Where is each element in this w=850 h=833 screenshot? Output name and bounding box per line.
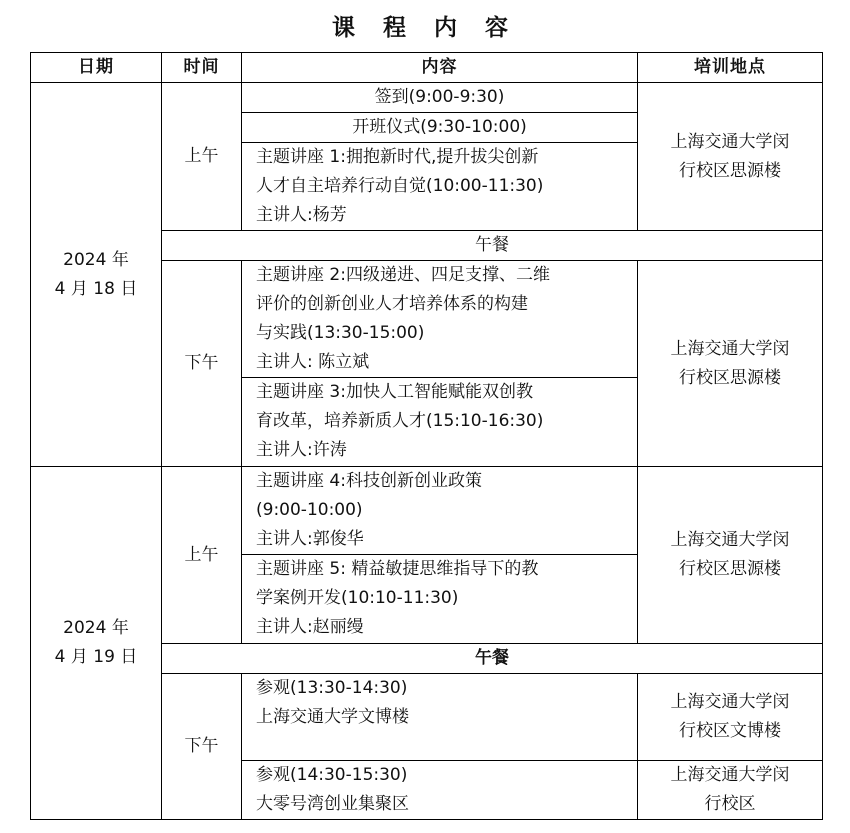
schedule-table: [30, 52, 823, 820]
session-opening: 开班仪式(9:30-10:00): [242, 113, 638, 143]
location-line: 行校区: [704, 794, 756, 814]
location-line: 上海交通大学闵: [670, 131, 790, 152]
table-row: [31, 83, 823, 113]
session-line: 参观(14:30-15:30): [256, 765, 408, 785]
location-cell: [638, 674, 823, 761]
session-line: 育改革，培养新质人才(15:10-16:30): [256, 411, 544, 431]
date-cell-day2: [31, 467, 162, 820]
session-line: 上海交通大学文博楼: [256, 707, 409, 727]
session-line: 主题讲座 2:四级递进、四足支撑、二维: [256, 265, 550, 285]
session-line: 主题讲座 4:科技创新创业政策: [256, 471, 482, 491]
date-month-day: 4 月 19 日: [54, 647, 138, 667]
session-signin: 签到(9:00-9:30): [242, 83, 638, 113]
header-time: 时间: [162, 53, 242, 83]
session-line: 学案例开发(10:10-11:30): [256, 588, 459, 608]
speaker: 主讲人:赵丽缦: [256, 617, 364, 637]
location-line: 行校区思源楼: [679, 559, 781, 579]
location-cell: [638, 761, 823, 820]
location-cell: [638, 261, 823, 467]
session-lecture4: [242, 467, 638, 555]
speaker: 主讲人:杨芳: [256, 205, 347, 225]
location-line: 上海交通大学闵: [670, 692, 790, 712]
header-location: 培训地点: [638, 53, 823, 83]
location-line: 上海交通大学闵: [670, 765, 790, 785]
session-visit2: [242, 761, 638, 820]
location-line: 行校区思源楼: [679, 160, 781, 181]
speaker: 主讲人: 陈立斌: [256, 352, 370, 372]
session-lecture2: [242, 261, 638, 378]
period-cell: 上午: [162, 467, 242, 644]
session-line: 评价的创新创业人才培养体系的构建: [256, 294, 528, 314]
header-date: 日期: [31, 53, 162, 83]
date-cell-day1: [31, 83, 162, 467]
session-visit1: [242, 674, 638, 761]
location-line: 上海交通大学闵: [670, 530, 790, 550]
date-year: 2024 年: [63, 618, 129, 638]
location-cell: [638, 467, 823, 644]
session-lecture3: [242, 378, 638, 467]
speaker: 主讲人:许涛: [256, 440, 347, 460]
session-line: 主题讲座 1:拥抱新时代,提升拔尖创新: [256, 147, 539, 167]
date-year: 2024 年: [63, 249, 129, 270]
session-line: 与实践(13:30-15:00): [256, 323, 425, 343]
location-line: 行校区文博楼: [679, 721, 781, 741]
session-line: 人才自主培养行动自觉(10:00-11:30): [256, 176, 544, 196]
session-line: 主题讲座 3:加快人工智能赋能双创教: [256, 382, 533, 402]
period-cell: 上午: [162, 83, 242, 231]
speaker: 主讲人:郭俊华: [256, 529, 364, 549]
session-lecture1: [242, 143, 638, 231]
period-cell: 下午: [162, 261, 242, 467]
session-line: 参观(13:30-14:30): [256, 678, 408, 698]
page-title: 课 程 内 容: [331, 14, 519, 41]
session-line: 主题讲座 5: 精益敏捷思维指导下的教: [256, 559, 539, 579]
period-cell: 下午: [162, 674, 242, 820]
header-content: 内容: [242, 53, 638, 83]
location-cell: [638, 83, 823, 231]
session-line: (9:00-10:00): [256, 500, 363, 520]
session-line: 大零号湾创业集聚区: [256, 794, 409, 814]
location-line: 行校区思源楼: [679, 367, 781, 388]
location-line: 上海交通大学闵: [670, 338, 790, 359]
table-row: [31, 467, 823, 555]
lunch-row: 午餐: [162, 231, 823, 261]
header-row: [31, 53, 823, 83]
date-month-day: 4 月 18 日: [54, 278, 138, 299]
lunch-row: 午餐: [162, 644, 823, 674]
session-lecture5: [242, 555, 638, 644]
